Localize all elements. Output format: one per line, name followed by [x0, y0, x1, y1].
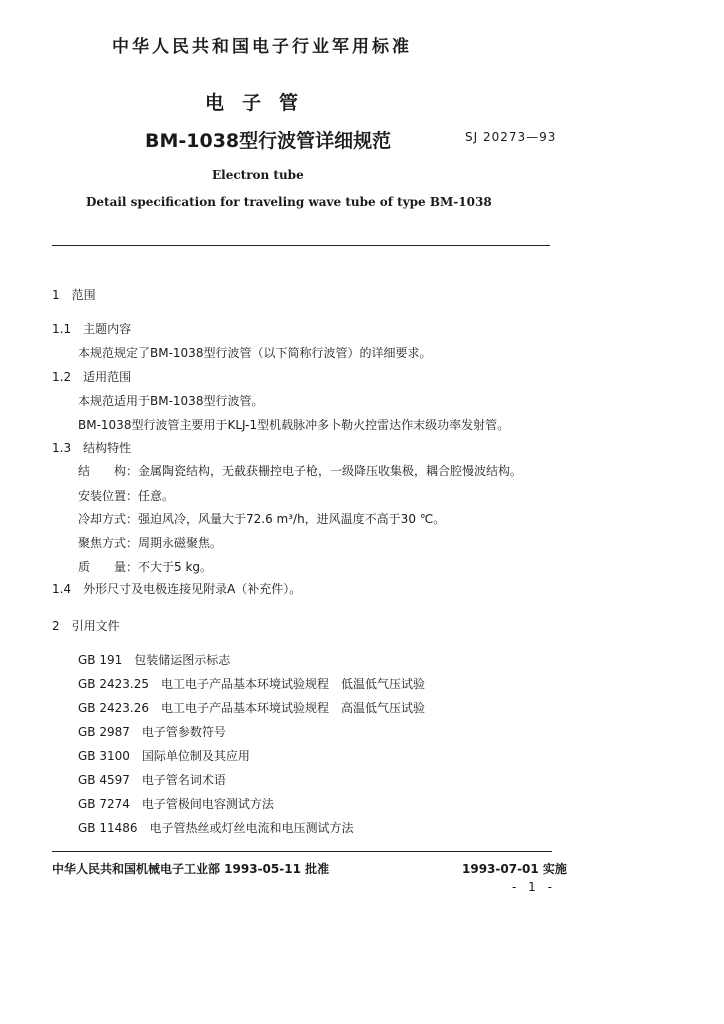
approval-statement: 中华人民共和国机械电子工业部 1993-05-11 批准	[52, 862, 330, 876]
section-2-heading: 2 引用文件	[52, 619, 120, 633]
reference-item: GB 7274 电子管极间电容测试方法	[78, 797, 274, 811]
reference-item: GB 3100 国际单位制及其应用	[78, 749, 250, 763]
page-number: - 1 -	[512, 880, 556, 894]
section-1-2-heading: 1.2 适用范围	[52, 370, 132, 384]
english-title: Electron tube	[212, 168, 304, 182]
sub-title: BM-1038型行波管详细规范	[145, 130, 392, 152]
cooling-line: 冷却方式：强迫风冷，风量大于72.6 m³/h，进风温度不高于30 ℃。	[78, 512, 446, 526]
reference-item: GB 2987 电子管参数符号	[78, 725, 226, 739]
reference-item: GB 2423.26 电工电子产品基本环境试验规程 高温低气压试验	[78, 701, 425, 715]
focusing-line: 聚焦方式：周期永磁聚焦。	[78, 536, 223, 550]
standard-category-header: 中华人民共和国电子行业军用标准	[112, 37, 412, 57]
footer-divider	[52, 851, 552, 852]
reference-item: GB 4597 电子管名词术语	[78, 773, 226, 787]
section-1-4-heading: 1.4 外形尺寸及电极连接见附录A（补充件）。	[52, 582, 302, 596]
mounting-line: 安装位置：任意。	[78, 489, 175, 503]
reference-item: GB 2423.25 电工电子产品基本环境试验规程 低温低气压试验	[78, 677, 425, 691]
structure-line: 结 构：金属陶瓷结构，无截获栅控电子枪，一级降压收集极，耦合腔慢波结构。	[78, 464, 523, 478]
reference-item: GB 191 包装储运图示标志	[78, 653, 231, 667]
standard-number: SJ 20273—93	[465, 130, 557, 144]
header-divider	[52, 245, 550, 246]
section-1-2-text-2: BM-1038型行波管主要用于KLJ-1型机载脉冲多卜勒火控雷达作末级功率发射管。	[78, 418, 510, 432]
section-1-3-heading: 1.3 结构特性	[52, 441, 132, 455]
english-subtitle: Detail specification for traveling wave tube of type BM-1038	[86, 195, 492, 209]
main-title: 电子管	[205, 92, 317, 114]
section-1-1-heading: 1.1 主题内容	[52, 322, 132, 336]
mass-line: 质 量：不大于5 kg。	[78, 560, 213, 574]
implementation-date: 1993-07-01 实施	[462, 862, 567, 876]
section-1-heading: 1 范围	[52, 288, 96, 302]
section-1-1-text: 本规范规定了BM-1038型行波管（以下简称行波管）的详细要求。	[78, 346, 432, 360]
reference-item: GB 11486 电子管热丝或灯丝电流和电压测试方法	[78, 821, 354, 835]
section-1-2-text-1: 本规范适用于BM-1038型行波管。	[78, 394, 264, 408]
